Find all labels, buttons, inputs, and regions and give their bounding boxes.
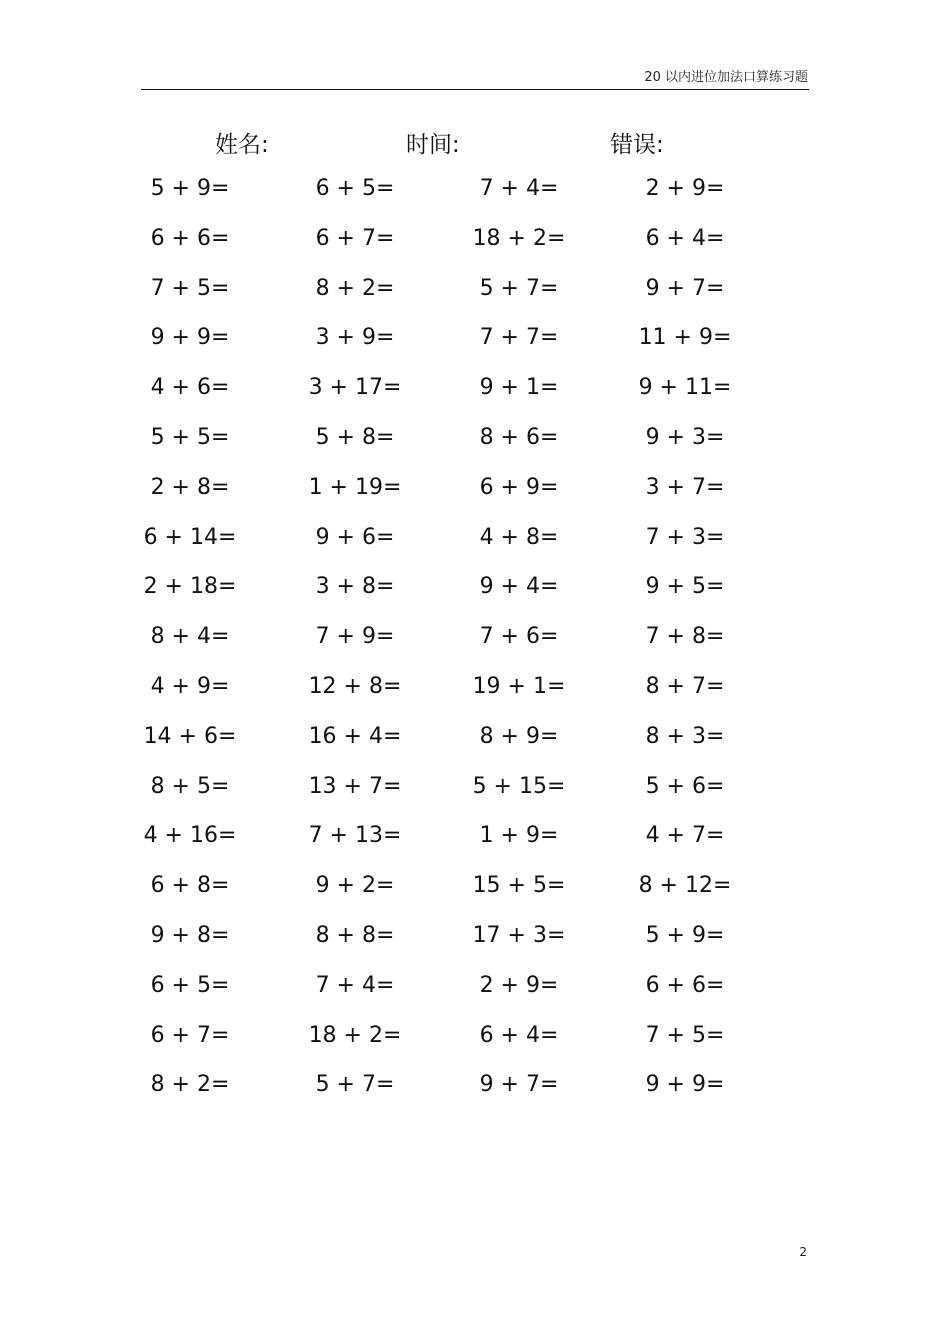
time-label: 时间: bbox=[406, 132, 460, 158]
problem-item: 9 + 9= bbox=[645, 1072, 725, 1098]
problem-item: 12 + 8= bbox=[308, 673, 402, 699]
problem-row bbox=[0, 365, 950, 415]
problem-item: 6 + 4= bbox=[479, 1022, 559, 1048]
problem-item: 2 + 18= bbox=[143, 574, 237, 600]
problem-item: 9 + 8= bbox=[150, 922, 230, 948]
problem-row bbox=[0, 714, 950, 764]
problem-item: 8 + 3= bbox=[645, 723, 725, 749]
problem-item: 8 + 6= bbox=[479, 424, 559, 450]
problem-item: 8 + 4= bbox=[150, 624, 230, 650]
problem-item: 11 + 9= bbox=[638, 325, 732, 351]
problem-row bbox=[0, 764, 950, 814]
problem-item: 5 + 9= bbox=[645, 922, 725, 948]
page-number: 2 bbox=[799, 1245, 807, 1259]
problem-item: 2 + 8= bbox=[150, 474, 230, 500]
problem-item: 3 + 7= bbox=[645, 474, 725, 500]
problem-row bbox=[0, 515, 950, 565]
problem-row bbox=[0, 863, 950, 913]
problem-row bbox=[0, 1062, 950, 1112]
problem-row bbox=[0, 266, 950, 316]
problem-item: 13 + 7= bbox=[308, 773, 402, 799]
problem-row bbox=[0, 415, 950, 465]
problem-item: 7 + 5= bbox=[150, 275, 230, 301]
problem-item: 5 + 7= bbox=[315, 1072, 395, 1098]
problem-row bbox=[0, 1013, 950, 1063]
problem-item: 4 + 8= bbox=[479, 524, 559, 550]
problem-item: 9 + 7= bbox=[479, 1072, 559, 1098]
problem-item: 9 + 2= bbox=[315, 873, 395, 899]
problem-item: 3 + 17= bbox=[308, 375, 402, 401]
problem-item: 19 + 1= bbox=[472, 673, 566, 699]
problem-item: 4 + 9= bbox=[150, 673, 230, 699]
problem-item: 4 + 16= bbox=[143, 823, 237, 849]
header-title: 20 以内进位加法口算练习题 bbox=[644, 70, 808, 85]
problem-item: 8 + 2= bbox=[150, 1072, 230, 1098]
problem-item: 6 + 6= bbox=[150, 225, 230, 251]
info-labels bbox=[0, 126, 950, 160]
problem-item: 3 + 9= bbox=[315, 325, 395, 351]
problem-item: 1 + 19= bbox=[308, 474, 402, 500]
problem-item: 4 + 7= bbox=[645, 823, 725, 849]
problem-item: 16 + 4= bbox=[308, 723, 402, 749]
problem-item: 5 + 8= bbox=[315, 424, 395, 450]
problem-item: 9 + 9= bbox=[150, 325, 230, 351]
problem-item: 8 + 2= bbox=[315, 275, 395, 301]
problem-item: 9 + 4= bbox=[479, 574, 559, 600]
problem-row bbox=[0, 913, 950, 963]
problem-item: 8 + 9= bbox=[479, 723, 559, 749]
problem-item: 6 + 6= bbox=[645, 972, 725, 998]
problem-item: 9 + 3= bbox=[645, 424, 725, 450]
problem-row bbox=[0, 963, 950, 1013]
problem-item: 6 + 5= bbox=[315, 176, 395, 201]
problem-item: 5 + 15= bbox=[472, 773, 566, 799]
problem-item: 5 + 5= bbox=[150, 424, 230, 450]
problem-item: 3 + 8= bbox=[315, 574, 395, 600]
problem-item: 6 + 4= bbox=[645, 225, 725, 251]
problem-row bbox=[0, 813, 950, 863]
problem-item: 7 + 4= bbox=[479, 176, 559, 201]
problem-item: 7 + 13= bbox=[308, 823, 402, 849]
problem-item: 5 + 9= bbox=[150, 176, 230, 201]
problem-row bbox=[0, 564, 950, 614]
errors-label: 错误: bbox=[610, 132, 664, 158]
problem-item: 9 + 7= bbox=[645, 275, 725, 301]
problem-item: 8 + 7= bbox=[645, 673, 725, 699]
problem-item: 6 + 7= bbox=[150, 1022, 230, 1048]
problem-row bbox=[0, 166, 950, 216]
problem-item: 18 + 2= bbox=[308, 1022, 402, 1048]
problem-item: 8 + 12= bbox=[638, 873, 732, 899]
problem-item: 6 + 7= bbox=[315, 225, 395, 251]
problem-item: 4 + 6= bbox=[150, 375, 230, 401]
problem-item: 8 + 5= bbox=[150, 773, 230, 799]
problem-row bbox=[0, 664, 950, 714]
problem-row bbox=[0, 465, 950, 515]
problem-row bbox=[0, 216, 950, 266]
header-rule bbox=[141, 89, 809, 90]
problem-item: 7 + 8= bbox=[645, 624, 725, 650]
problem-item: 7 + 6= bbox=[479, 624, 559, 650]
problem-item: 6 + 5= bbox=[150, 972, 230, 998]
problem-item: 2 + 9= bbox=[645, 176, 725, 201]
problem-row bbox=[0, 315, 950, 365]
problem-item: 15 + 5= bbox=[472, 873, 566, 899]
problem-item: 6 + 14= bbox=[143, 524, 237, 550]
problem-item: 8 + 8= bbox=[315, 922, 395, 948]
problem-grid bbox=[0, 166, 950, 1112]
problem-item: 5 + 7= bbox=[479, 275, 559, 301]
problem-item: 1 + 9= bbox=[479, 823, 559, 849]
problem-item: 7 + 9= bbox=[315, 624, 395, 650]
problem-item: 7 + 7= bbox=[479, 325, 559, 351]
problem-item: 9 + 11= bbox=[638, 375, 732, 401]
problem-item: 7 + 4= bbox=[315, 972, 395, 998]
problem-row bbox=[0, 614, 950, 664]
problem-item: 17 + 3= bbox=[472, 922, 566, 948]
problem-item: 9 + 6= bbox=[315, 524, 395, 550]
problem-item: 5 + 6= bbox=[645, 773, 725, 799]
problem-item: 2 + 9= bbox=[479, 972, 559, 998]
name-label: 姓名: bbox=[215, 132, 269, 158]
problem-item: 7 + 5= bbox=[645, 1022, 725, 1048]
problem-item: 7 + 3= bbox=[645, 524, 725, 550]
problem-item: 18 + 2= bbox=[472, 225, 566, 251]
problem-item: 6 + 8= bbox=[150, 873, 230, 899]
problem-item: 14 + 6= bbox=[143, 723, 237, 749]
problem-item: 9 + 1= bbox=[479, 375, 559, 401]
problem-item: 9 + 5= bbox=[645, 574, 725, 600]
problem-item: 6 + 9= bbox=[479, 474, 559, 500]
